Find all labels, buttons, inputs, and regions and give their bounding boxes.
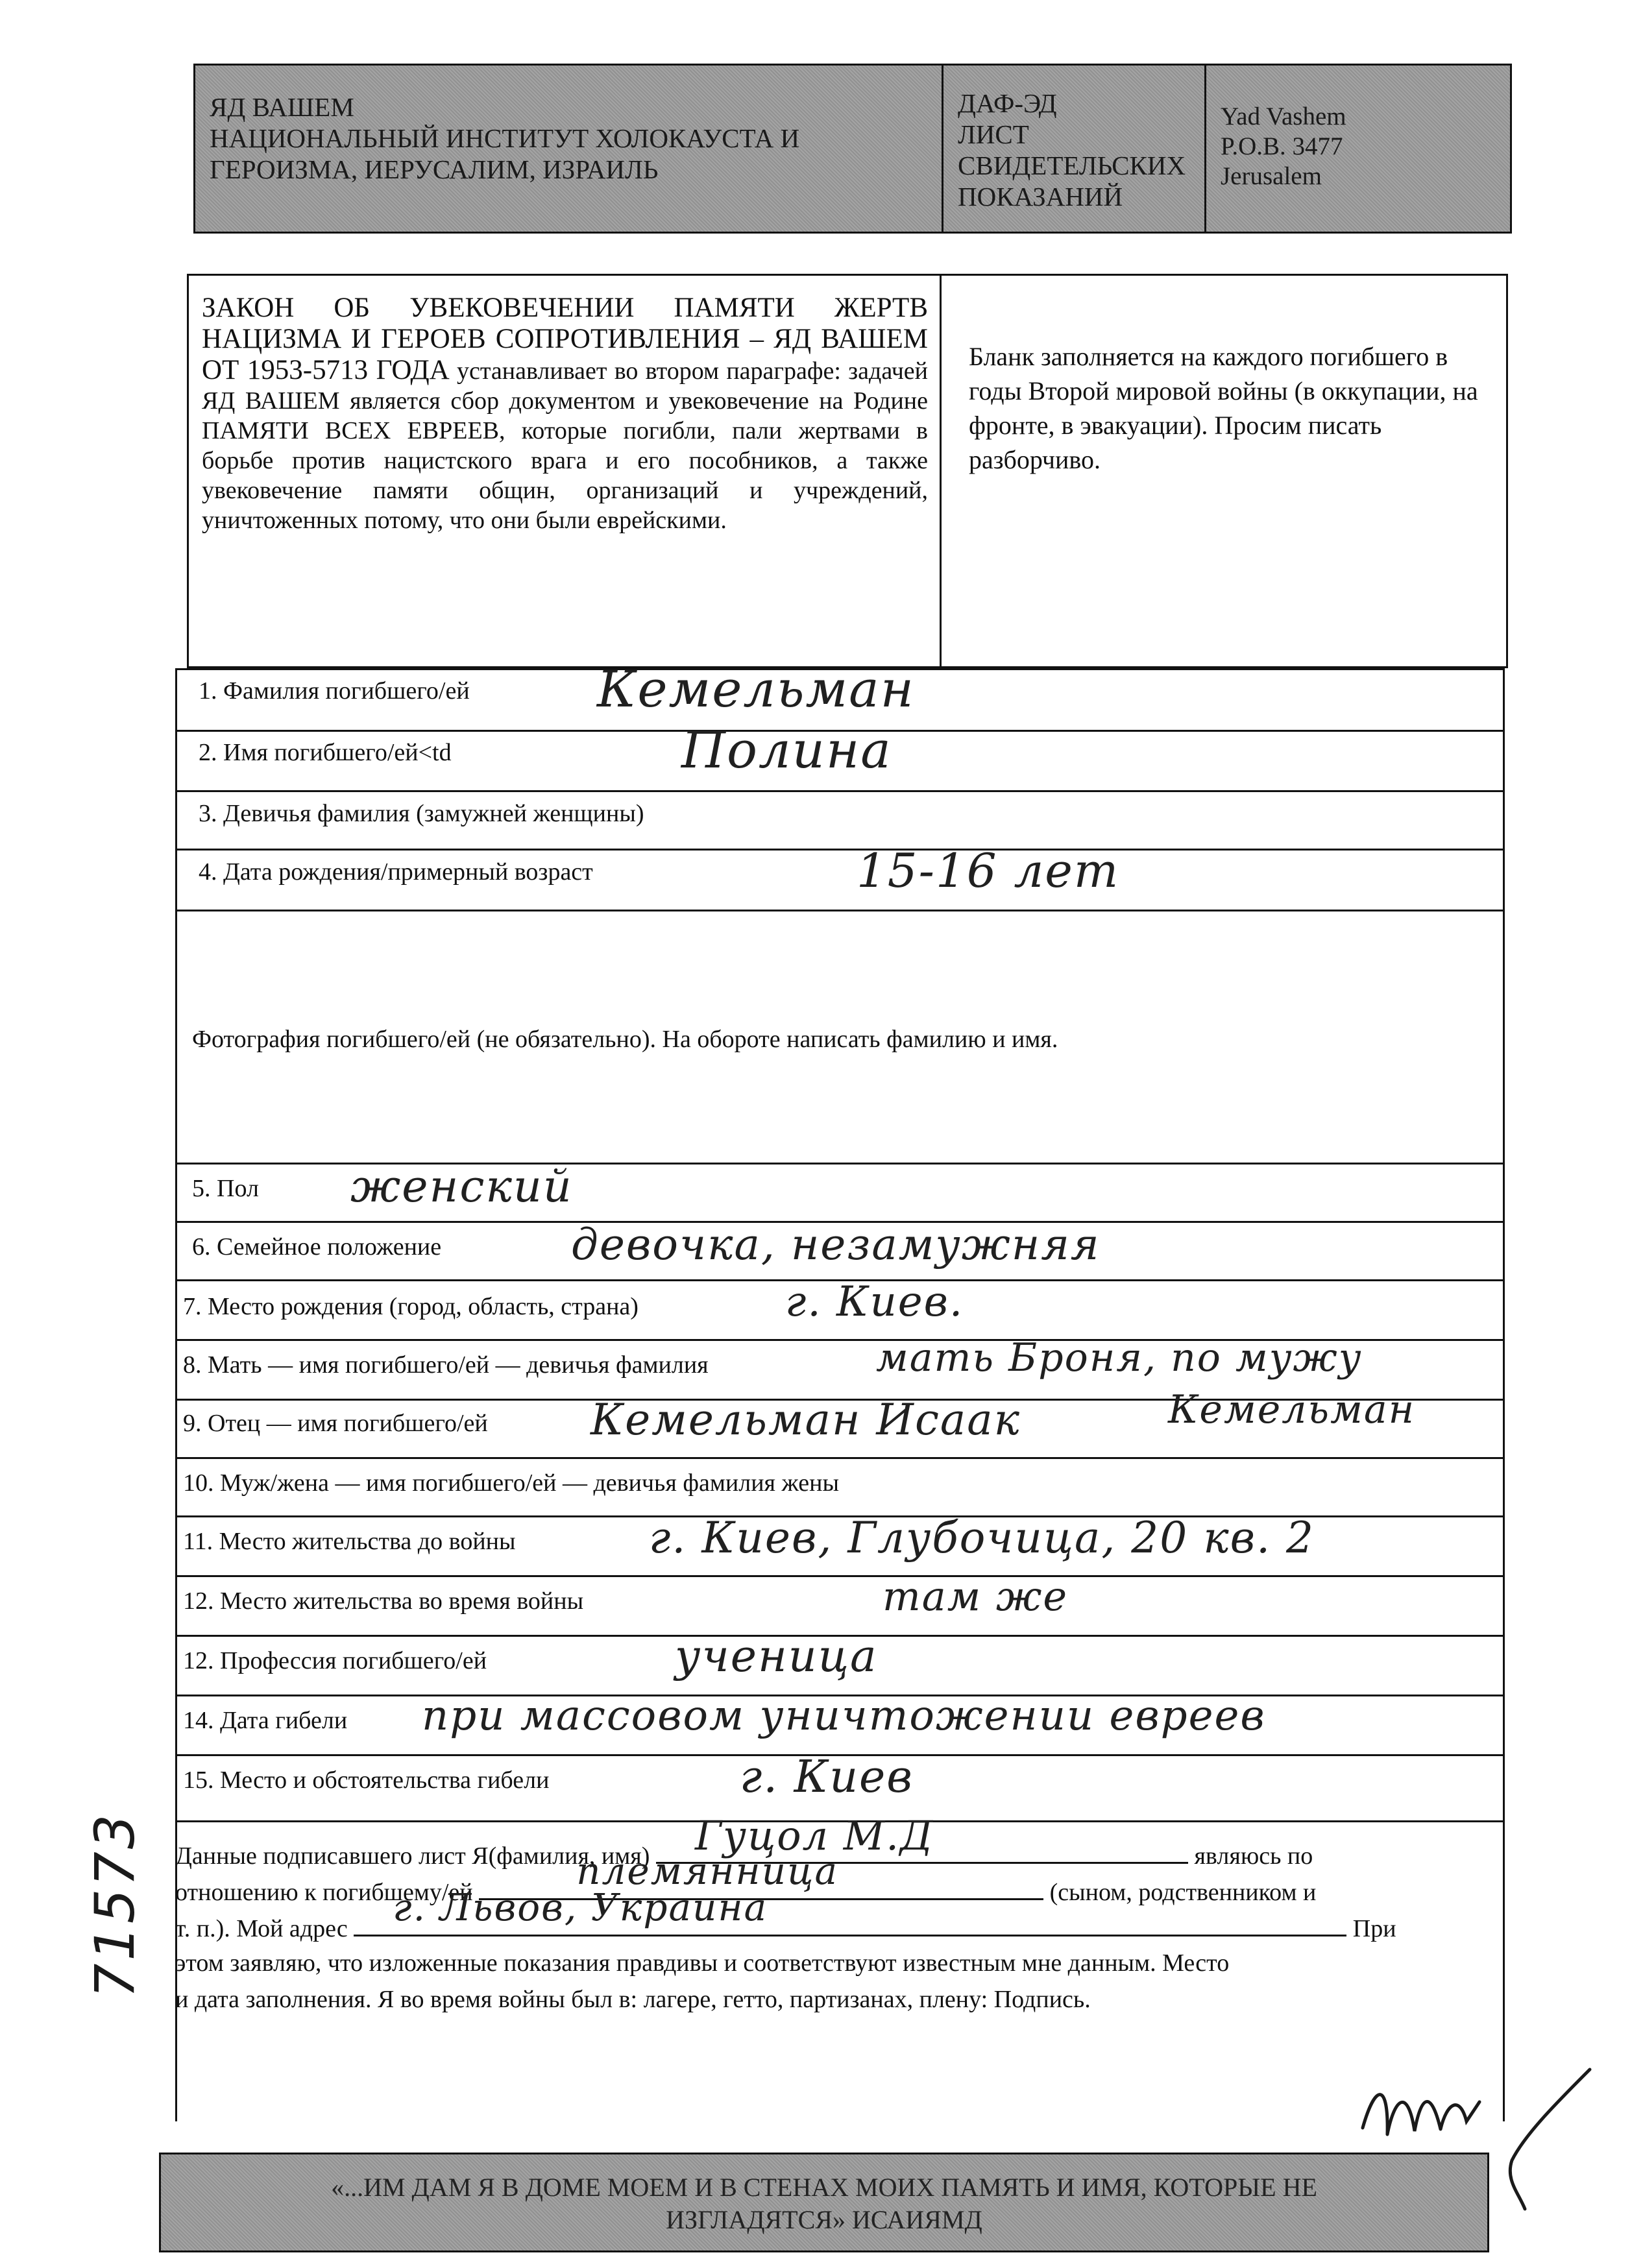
field-label-profession: 12. Профессия погибшего/ей [183,1647,487,1674]
field-label-birth-date: 4. Дата рождения/примерный возраст [199,858,593,886]
law-text-block [189,276,942,666]
form-title-line-2: ЛИСТ [958,119,1029,149]
institution-line-1: ЯД ВАШЕМ [210,92,354,122]
field-label-father: 9. Отец — имя погибшего/ей [183,1410,488,1437]
intro-box [187,274,1508,668]
field-value-first-name[interactable]: Полина [681,721,892,780]
field-label-surname: 1. Фамилия погибшего/ей [199,677,470,705]
field-label-wartime-residence: 12. Место жительства во время войны [183,1587,584,1615]
institution-line-2: НАЦИОНАЛЬНЫЙ ИНСТИТУТ ХОЛОКАУСТА И [210,123,800,153]
institution-name [195,66,942,232]
law-title: ЗАКОН ОБ УВЕКОВЕЧЕНИИ ПАМЯТИ ЖЕРТВ НАЦИЗМА И ГЕРОЕВ СОПРОТИВЛЕНИЯ – ЯД ВАШЕМ ОТ 1953-5713 ГОДА [202,293,928,385]
field-value-profession[interactable]: ученица [675,1631,878,1682]
declaration-relation-prompt: отношению к погибшему/ей [175,1879,473,1906]
address-line-1: Yad Vashem [1221,103,1346,130]
field-label-death-place: 15. Место и обстоятельства гибели [183,1767,550,1794]
declaration-signer-prompt: Данные подписавшего лист Я(фамилия, имя) [175,1842,650,1870]
field-label-marital-status: 6. Семейное положение [192,1233,442,1261]
row-divider [175,1457,1503,1459]
field-value-death-place[interactable]: г. Киев [740,1752,914,1803]
address-line-2: P.O.B. 3477 [1221,132,1343,160]
field-value-birthplace[interactable]: г. Киев. [785,1278,964,1326]
field-value-mother[interactable]: мать Броня, по мужу [876,1335,1363,1381]
postal-address [1206,66,1514,232]
field-value-father-extra[interactable]: Кемельман [1168,1387,1416,1432]
field-label-birthplace: 7. Место рождения (город, область, страна) [183,1293,639,1320]
signature-stroke [1505,2063,1603,2212]
field-value-death-date[interactable]: при массовом уничтожении евреев [422,1692,1266,1740]
row-divider [175,910,1503,911]
field-label-prewar-residence: 11. Место жительства до войны [183,1528,516,1555]
instructions-block: Бланк заполняется на каждого погибшего в годы Второй мировой войны (в оккупации, на фронте, в эвакуации). Просим писать разборчиво. [969,342,1478,474]
catalog-number: 71573 [83,1811,147,1998]
signer-name-value: Гуцол М.Д [694,1812,934,1859]
field-value-marital-status[interactable]: девочка, незамужняя [571,1220,1101,1270]
field-value-surname[interactable]: Кемельман [597,660,916,719]
institution-line-3: ГЕРОИЗМА, ИЕРУСАЛИМ, ИЗРАИЛЬ [210,154,659,184]
field-value-father[interactable]: Кемельман Исаак [590,1395,1021,1445]
signature-mark [1350,2057,1499,2154]
declaration-line-4: этом заявляю, что изложенные показания правдивы и соответствуют известным мне данным. Место [175,1949,1230,1977]
form-title-line-4: ПОКАЗАНИЙ [958,182,1123,211]
form-frame-right [1503,668,1505,2121]
declaration-address-prompt: т. п.). Мой адрес [175,1915,348,1942]
row-divider [175,790,1503,792]
form-title [942,66,1206,232]
photo-instructions: Фотография погибшего/ей (не обязательно). На обороте написать фамилию и имя. [192,1026,1058,1053]
address-line-3: Jerusalem [1221,162,1322,190]
form-title-line-1: ДАФ-ЭД [958,88,1057,118]
law-body: устанавливает во втором параграфе: задачей ЯД ВАШЕМ является сбор документом и увековечение на Родине ПАМЯТИ ВСЕХ ЕВРЕЕВ, которые погибли, пали жертвами в борьбе против нацистского врага и его пособников, а также увековечение памяти общин, организаций и учреждений, уничтоженных потому, что они были еврейскими. [202,357,929,534]
footer-quote-banner [159,2153,1489,2252]
declaration-continuation: При [1352,1915,1396,1942]
field-value-prewar-residence[interactable]: г. Киев, Глубочица, 20 кв. 2 [649,1513,1315,1563]
field-value-gender[interactable]: женский [350,1161,573,1212]
field-label-first-name: 2. Имя погибшего/ей<td [199,739,452,766]
field-value-wartime-residence[interactable]: там же [882,1573,1069,1620]
field-label-gender: 5. Пол [192,1175,259,1202]
declaration-line-5: и дата заполнения. Я во время войны был в: лагере, гетто, партизанах, плену: Подпись. [175,1986,1091,2013]
field-label-mother: 8. Мать — имя погибшего/ей — девичья фамилия [183,1351,709,1379]
form-title-line-3: СВИДЕТЕЛЬСКИХ [958,151,1186,180]
footer-quote-line-2: ИЗГЛАДЯТСЯ» ИСАИЯМД [666,2205,982,2234]
field-label-maiden-name: 3. Девичья фамилия (замужней женщины) [199,800,644,827]
row-divider [175,849,1503,850]
footer-quote-line-1: «...ИМ ДАМ Я В ДОМЕ МОЕМ И В СТЕНАХ МОИХ ПАМЯТЬ И ИМЯ, КОТОРЫЕ НЕ [331,2173,1317,2202]
field-label-spouse: 10. Муж/жена — имя погибшего/ей — девичья фамилия жены [183,1469,839,1497]
field-label-death-date: 14. Дата гибели [183,1707,348,1734]
row-divider [175,1575,1503,1577]
relation-value: племянница [576,1849,839,1893]
declaration-relation-hint: (сыном, родственником и [1049,1879,1317,1906]
declaration-role-prompt: являюсь по [1194,1842,1313,1870]
field-value-birth-date[interactable]: 15-16 лет [857,843,1120,898]
address-value: г. Львов, Украина [393,1885,768,1929]
header-banner [193,64,1512,234]
